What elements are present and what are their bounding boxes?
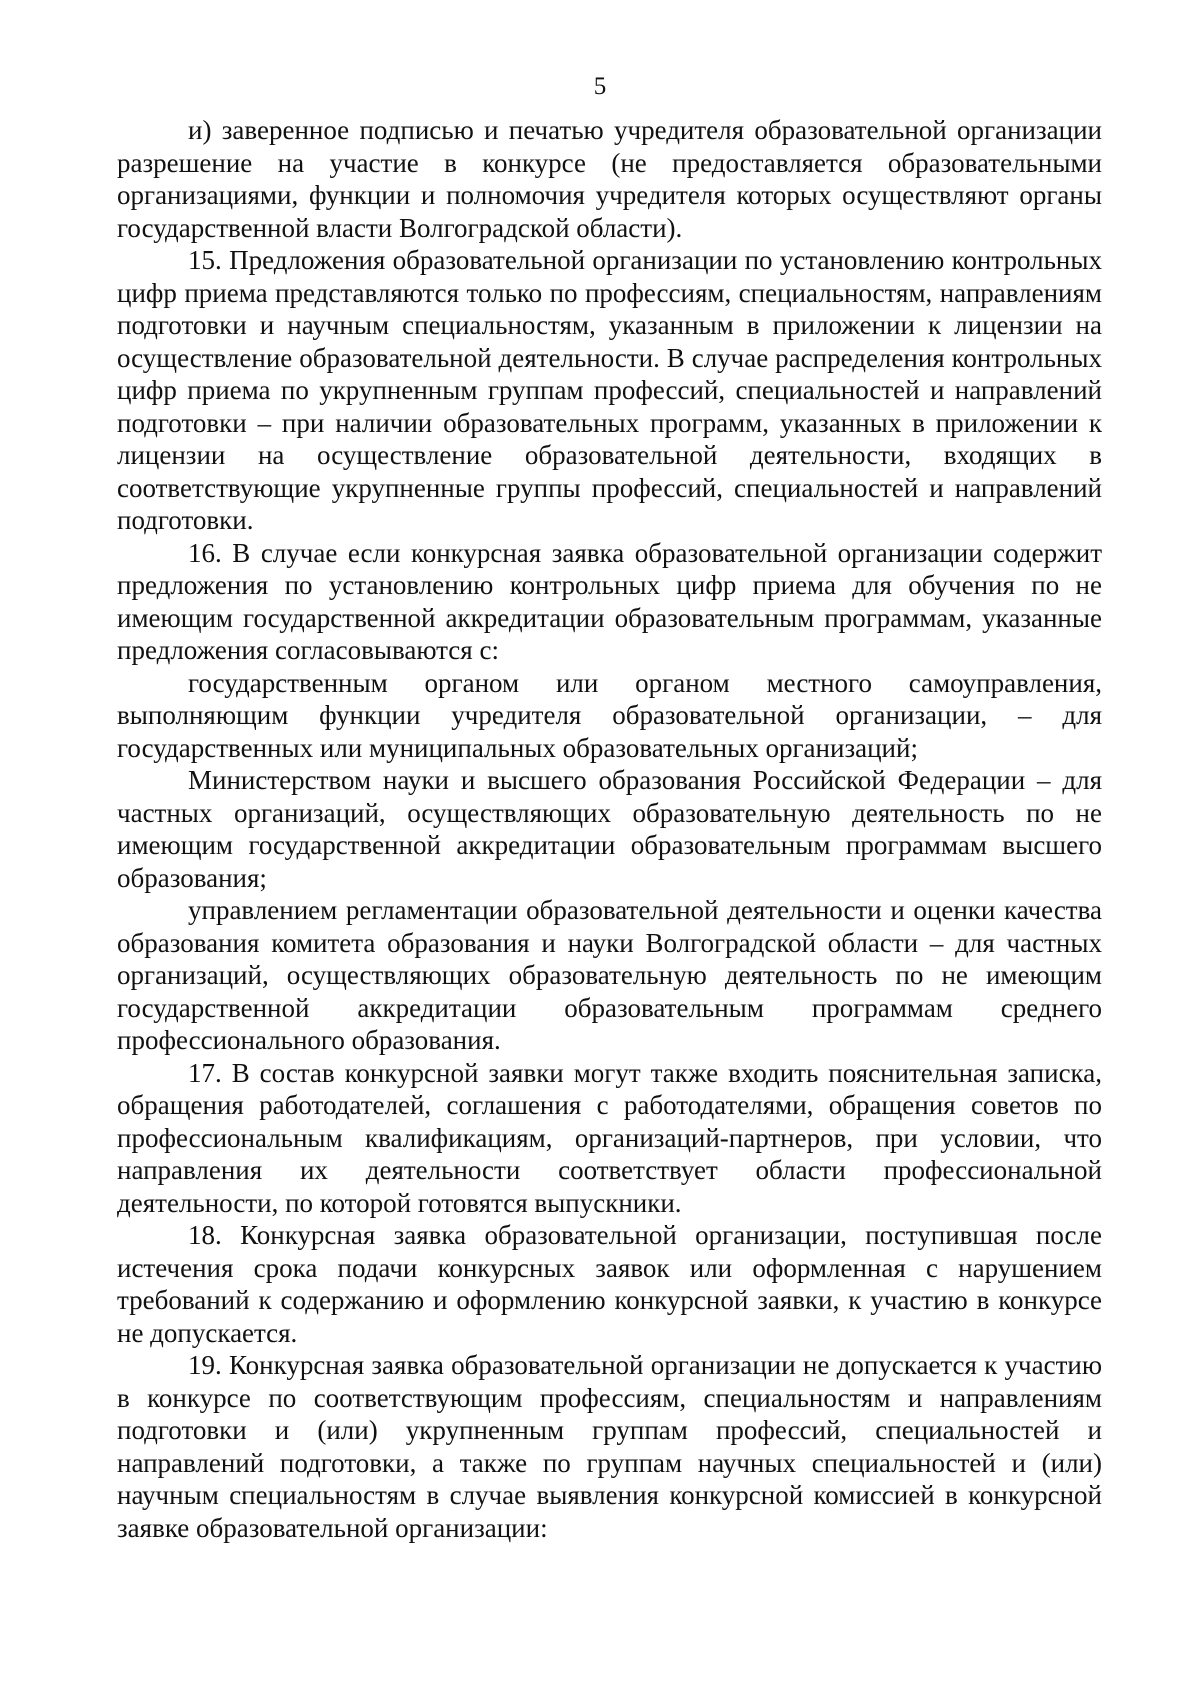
paragraph-19: 19. Конкурсная заявка образовательной организации не допускается к участию в конкурсе по соответствующим профессиям, специальностям и направлениям подготовки и (или) укрупненным группам профессий, специальностей и направлений подготовки, а также по группам научных специальностей и (или) научным специальностям в случае выявления конкурсной комиссией в конкурсной заявке образовательной организации:: [117, 1350, 1102, 1543]
page-number: 5: [593, 73, 607, 100]
paragraph-16: 16. В случае если конкурсная заявка образовательной организации содержит предложения по установлению контрольных цифр приема для обучения по не имеющим государственной аккредитации образовательным программам, указанные предложения согласовываются с:: [117, 537, 1102, 665]
paragraph-16-state-authority: государственным органом или органом местного самоуправления, выполняющим функции учредителя образовательной организации, – для государственных или муниципальных образовательных организаций;: [117, 667, 1102, 763]
paragraph-15: 15. Предложения образовательной организации по установлению контрольных цифр приема представляются только по профессиям, специальностям, направлениям подготовки и научным специальностям, указанным в приложении к лицензии на осуществление образовательной деятельности. В случае распределения контрольных цифр приема по укрупненным группам профессий, специальностей и направлений подготовки – при наличии образовательных программ, указанных в приложении к лицензии на осуществление образовательной деятельности, входящих в соответствующие укрупненные группы профессий, специальностей и направлений подготовки.: [117, 245, 1102, 535]
document-body: [117, 114, 1102, 1544]
paragraph-17: 17. В состав конкурсной заявки могут также входить пояснительная записка, обращения работодателей, соглашения с работодателями, обращения советов по профессиональным квалификациям, организаций-партнеров, при условии, что направления их деятельности соответствует области профессиональной деятельности, по которой готовятся выпускники.: [117, 1057, 1102, 1218]
paragraph-18: 18. Конкурсная заявка образовательной организации, поступившая после истечения срока подачи конкурсных заявок или оформленная с нарушением требований к содержанию и оформлению конкурсной заявки, к участию в конкурсе не допускается.: [117, 1220, 1102, 1348]
paragraph-16-ministry: Министерством науки и высшего образования Российской Федерации – для частных организаций, осуществляющих образовательную деятельность по не имеющим государственной аккредитации образовательным программам высшего образования;: [117, 765, 1102, 893]
paragraph-item-i: и) заверенное подписью и печатью учредителя образовательной организации разрешение на участие в конкурсе (не предоставляется образовательными организациями, функции и полномочия учредителя которых осуществляют органы государственной власти Волгоградской области).: [117, 115, 1102, 243]
paragraph-16-regional-department: управлением регламентации образовательной деятельности и оценки качества образования комитета образования и науки Волгоградской области – для частных организаций, осуществляющих образовательную деятельность по не имеющим государственной аккредитации образовательным программам среднего профессионального образования.: [117, 895, 1102, 1055]
